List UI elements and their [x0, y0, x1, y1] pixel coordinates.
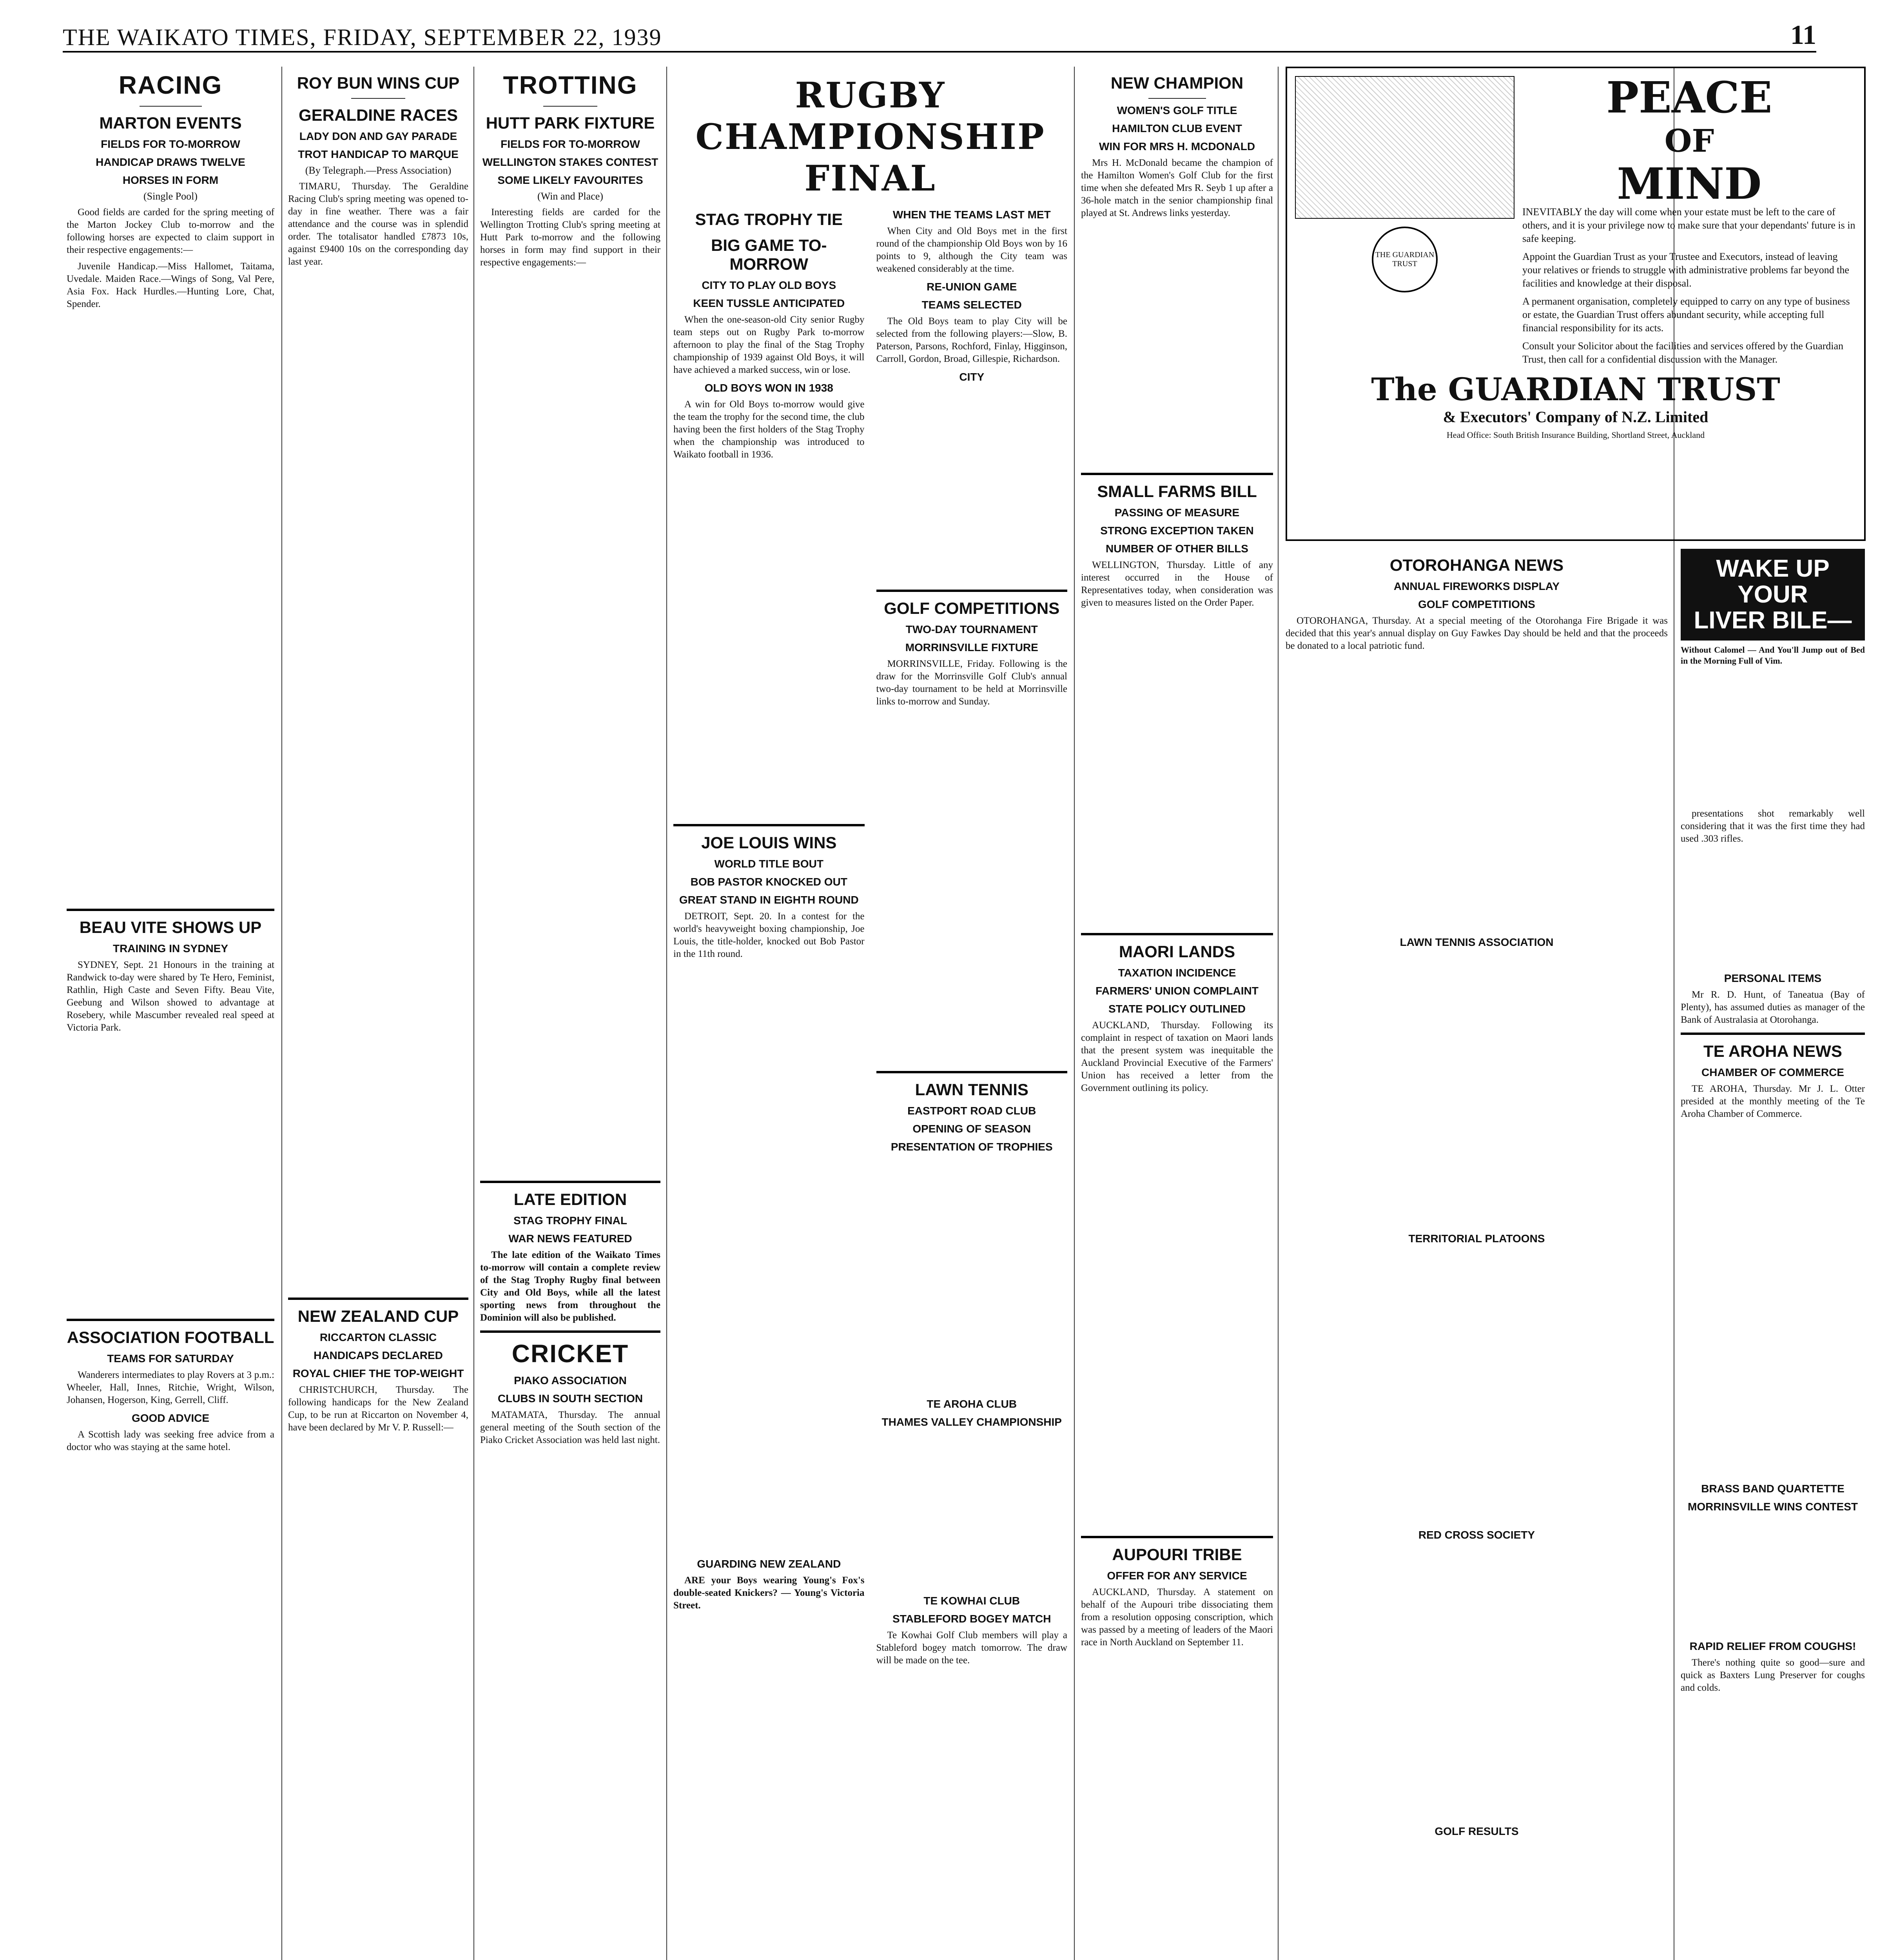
subhead-clubs: CLUBS IN SOUTH SECTION	[497, 1392, 643, 1405]
column-rule	[1278, 67, 1279, 1960]
article-text: AUCKLAND, Thursday. Following its complaint in respect of taxation on Maori lands that the present system was inequitable the Auckland Provincial Executive of the Farmers' Union has received a letter from the Government outlining its policy.	[1081, 1020, 1273, 1093]
subhead-brass-band: BRASS BAND QUARTETTE	[1701, 1483, 1845, 1495]
headline-trotting: TROTTING	[503, 71, 638, 99]
subhead-horses: HORSES IN FORM	[122, 174, 219, 186]
subhead-te-kowhai: TE KOWHAI CLUB	[923, 1595, 1020, 1607]
advert-text: Consult your Solicitor about the facilities and services offered by the Guardian Trust, then call for a confidential discussion with the Manager.	[1522, 340, 1844, 365]
article-text: A win for Old Boys to-morrow would give the team the trophy for the second time, the club having been the first holders of the Stag Trophy when the championship was introduced to Waikato football in 1936.	[673, 399, 865, 460]
subhead-fields: FIELDS FOR TO-MORROW	[101, 138, 240, 150]
subhead-lady-don: LADY DON AND GAY PARADE	[299, 130, 457, 142]
article-text: presentations shot remarkably well considering that it was the first time they had used .303 rifles.	[1681, 808, 1865, 844]
column-champion	[1081, 67, 1273, 1960]
article-text: CHRISTCHURCH, Thursday. The following handicaps for the New Zealand Cup, to be run at Riccarton on November 4, have been declared by Mr V. P. Russell:—	[288, 1385, 468, 1433]
headline-marton: MARTON EVENTS	[99, 114, 242, 132]
subhead-reunion: RE-UNION GAME	[927, 281, 1017, 293]
headline-racing: RACING	[118, 71, 223, 99]
article-text: TIMARU, Thursday. The Geraldine Racing Club's spring meeting was opened to-day in fine weather. There was a fair attendance and the course was in splendid order. The totalisator handled £7873 10s, against £9400 10s on the corresponding day last year.	[288, 181, 468, 267]
column-rule	[281, 67, 282, 1960]
headline-otorohanga: OTOROHANGA NEWS	[1389, 556, 1564, 574]
subhead-lawn-tennis: LAWN TENNIS ASSOCIATION	[1400, 936, 1554, 948]
subhead-hamilton: HAMILTON CLUB EVENT	[1112, 122, 1242, 134]
knickers-advert: ARE your Boys wearing Young's Fox's double-seated Knickers? — Young's Victoria Street.	[673, 1575, 865, 1611]
article-text: MORRINSVILLE, Friday. Following is the draw for the Morrinsville Golf Club's annual two-day tournament to be held at Morrinsville links to-morrow and Sunday.	[876, 659, 1067, 707]
advert-text: Appoint the Guardian Trust as your Trustee and Executors, instead of leaving your relatives or friends to struggle with administrative problems far beyond the facilities and knowledge at their disposal.	[1522, 251, 1849, 289]
article-text: The late edition of the Waikato Times to-morrow will contain a complete review of the Stag Trophy Rugby final between City and Old Boys, while all the latest sporting news from throughout the Dominion will also be published.	[480, 1250, 660, 1323]
subhead-opening: OPENING OF SEASON	[912, 1123, 1031, 1135]
guardian-name: The GUARDIAN TRUST	[1371, 371, 1780, 408]
subhead-golf: GOLF COMPETITIONS	[1418, 598, 1535, 610]
subhead-great-stand: GREAT STAND IN EIGHTH ROUND	[679, 894, 859, 906]
column-te-aroha	[1681, 549, 1865, 1960]
headline-association-football: ASSOCIATION FOOTBALL	[67, 1328, 274, 1347]
headline-stag-trophy: STAG TROPHY TIE	[695, 210, 843, 229]
subhead-guarding: GUARDING NEW ZEALAND	[697, 1558, 841, 1570]
column-racing	[67, 67, 274, 1960]
subhead-war-news: WAR NEWS FEATURED	[508, 1232, 632, 1245]
subhead-riccarton: RICCARTON CLASSIC	[319, 1331, 437, 1343]
subhead-city-team: CITY	[959, 371, 985, 383]
column-rule	[666, 67, 667, 1960]
headline-joe-louis: JOE LOUIS WINS	[701, 833, 837, 852]
column-trotting	[480, 67, 660, 1960]
advert-title-mind: MIND	[1617, 158, 1762, 209]
subhead-handicaps: HANDICAPS DECLARED	[314, 1349, 443, 1361]
subhead-rapid-relief: RAPID RELIEF FROM COUGHS!	[1689, 1640, 1856, 1652]
article-text: SYDNEY, Sept. 21 Honours in the training at Randwick to-day were shared by Te Hero, Feminist, Rathlin, High Caste and Seven Fifty. Beau Vite, Geebung and Wilson showed to advantage at Rosebery, while Mascumber revealed real speed at Victoria Park.	[67, 960, 274, 1033]
headline-maori-lands: MAORI LANDS	[1119, 942, 1235, 961]
headline-late-edition: LATE EDITION	[513, 1190, 627, 1209]
column-otorohanga	[1286, 549, 1668, 1960]
subhead-womens-golf: WOMEN'S GOLF TITLE	[1117, 104, 1237, 116]
subhead-teams: TEAMS FOR SATURDAY	[107, 1352, 234, 1365]
subhead-personal: PERSONAL ITEMS	[1724, 972, 1822, 984]
subhead-two-day: TWO-DAY TOURNAMENT	[905, 623, 1038, 635]
subhead-strong: STRONG EXCEPTION TAKEN	[1100, 524, 1254, 537]
subhead-favourites: SOME LIKELY FAVOURITES	[497, 174, 643, 186]
column-geraldine	[288, 67, 468, 1960]
masthead	[63, 16, 1816, 53]
race-fields-table	[67, 314, 274, 902]
advert-text: A permanent organisation, completely equipped to carry on any type of business or estate, the Guardian Trust offers abundant security, while accepting full financial responsibility for its acts.	[1522, 296, 1850, 334]
subhead-te-aroha-club: TE AROHA CLUB	[927, 1398, 1017, 1410]
subhead-stakes: WELLINGTON STAKES CONTEST	[482, 156, 658, 168]
article-text: Juvenile Handicap.—Miss Hallomet, Taitama, Uvedale. Maiden Race.—Wings of Song, Val Pere, Asia Fox. Hack Hurdles.—Hunting Lore, Chat, Spender.	[67, 261, 274, 309]
guardian-office: Head Office: South British Insurance Building, Shortland Street, Auckland	[1446, 430, 1705, 440]
article-text: There's nothing quite so good—sure and quick as Baxters Lung Preserver for coughs and colds.	[1681, 1657, 1865, 1693]
subhead-keen: KEEN TUSSLE ANTICIPATED	[693, 297, 845, 309]
subhead-fields: FIELDS FOR TO-MORROW	[501, 138, 640, 150]
subhead-thames-valley: THAMES VALLEY CHAMPIONSHIP	[881, 1416, 1062, 1428]
subhead-world-title: WORLD TITLE BOUT	[714, 858, 823, 870]
column-rule	[1074, 67, 1075, 1960]
article-text: Mr R. D. Hunt, of Taneatua (Bay of Plenty), has assumed duties as manager of the Bank of Australasia at Otorohanga.	[1681, 989, 1865, 1025]
article-text: OTOROHANGA, Thursday. At a special meeting of the Otorohanga Fire Brigade it was decided that this year's annual display on Guy Fawkes Day should be held and that the proceeds be donated to a local patriotic fund.	[1286, 615, 1668, 651]
advert-title-peace: PEACE	[1606, 72, 1772, 123]
article-text: Wanderers intermediates to play Rovers at 3 p.m.: Wheeler, Hall, Innes, Ritchie, Wright, Wilson, Johansen, Hogerson, King, Gerrell, Cliff.	[67, 1370, 274, 1405]
liver-advert-text: Without Calomel — And You'll Jump out of Bed in the Morning Full of Vim.	[1681, 645, 1865, 666]
subhead-eastport: EASTPORT ROAD CLUB	[907, 1105, 1036, 1117]
subhead-teams-selected: TEAMS SELECTED	[921, 299, 1022, 311]
subhead-trot: TROT HANDICAP TO MARQUE	[298, 148, 459, 160]
article-text: When City and Old Boys met in the first round of the championship Old Boys won by 16 points to 9, although the City team was weakened considerably at the time.	[876, 226, 1067, 274]
headline-te-aroha: TE AROHA NEWS	[1703, 1042, 1842, 1060]
subhead-golf-results: GOLF RESULTS	[1435, 1825, 1519, 1837]
advert-text: INEVITABLY the day will come when your estate must be left to the care of others, and it is your privilege now to make sure that your dependants' future is in safe keeping.	[1522, 206, 1855, 244]
liver-bile-advert	[1681, 549, 1865, 641]
subhead-mcdonald: WIN FOR MRS H. MCDONALD	[1099, 140, 1255, 152]
subhead-stag-final: STAG TROPHY FINAL	[513, 1214, 627, 1227]
liver-headline: WAKE UP YOUR	[1716, 555, 1830, 608]
subhead-good-advice: GOOD ADVICE	[131, 1412, 210, 1424]
article-text: Good fields are carded for the spring meeting of the Marton Jockey Club to-morrow and the following horses are expected to claim support in their respective engagements:—	[67, 207, 274, 255]
column-rule	[473, 67, 474, 1960]
column-rugby	[673, 67, 1067, 1960]
subhead-morrinsville: MORRINSVILLE WINS CONTEST	[1688, 1501, 1858, 1513]
guardian-trust-advert	[1286, 67, 1866, 541]
article-text: Te Kowhai Golf Club members will play a Stableford bogey match tomorrow. The draw will be made on the tee.	[876, 1630, 1067, 1666]
headline-lawn-tennis: LAWN TENNIS	[915, 1080, 1028, 1099]
subhead-territorial: TERRITORIAL PLATOONS	[1408, 1232, 1545, 1245]
headline-rugby-final: RUGBY CHAMPIONSHIP FINAL	[695, 74, 1045, 199]
headline-beau-vite: BEAU VITE SHOWS UP	[79, 918, 262, 936]
article-text: Interesting fields are carded for the Wellington Trotting Club's spring meeting at Hutt Park to-morrow and the following horses in form may find support in their respective engagements:—	[480, 207, 660, 268]
article-text: WELLINGTON, Thursday. Little of any interest occurred in the House of Representatives today, when consideration was given to measures listed on the Order Paper.	[1081, 560, 1273, 608]
folio-line: THE WAIKATO TIMES, FRIDAY, SEPTEMBER 22, 1939	[63, 24, 662, 50]
page-number: 11	[1790, 20, 1816, 50]
subhead-presentation: PRESENTATION OF TROPHIES	[891, 1141, 1053, 1153]
article-text: MATAMATA, Thursday. The annual general meeting of the South section of the Piako Cricket Association was held last night.	[480, 1410, 660, 1445]
article-text: AUCKLAND, Thursday. A statement on behalf of the Aupouri tribe dissociating them from a resolution opposing conscription, which was passed by a meeting of leaders of the Maori race in North Auckland on September 11.	[1081, 1587, 1273, 1648]
article-text: TE AROHA, Thursday. Mr J. L. Otter presided at the monthly meeting of the Te Aroha Chamber of Commerce.	[1681, 1083, 1865, 1119]
byline: (By Telegraph.—Press Association)	[305, 165, 452, 176]
book-illustration	[1295, 76, 1514, 219]
subhead-chamber: CHAMBER OF COMMERCE	[1701, 1066, 1844, 1078]
subhead-city: CITY TO PLAY OLD BOYS	[702, 279, 836, 291]
guardian-trust-badge: THE GUARDIAN TRUST	[1372, 227, 1438, 292]
subhead-training: TRAINING IN SYDNEY	[112, 942, 229, 955]
subhead-pool: (Single Pool)	[143, 191, 198, 202]
subhead-red-cross: RED CROSS SOCIETY	[1418, 1529, 1535, 1541]
headline-hutt-park: HUTT PARK FIXTURE	[486, 114, 655, 132]
article-text: The Old Boys team to play City will be selected from the following players:—Slow, B. Paterson, Parsons, Rochford, Finlay, Higginson, Carroll, Gordon, Broad, Gillespie, Richardson.	[876, 316, 1067, 364]
subhead-farmers: FARMERS' UNION COMPLAINT	[1095, 985, 1259, 997]
headline-roy-bun: ROY BUN WINS CUP	[297, 74, 460, 92]
headline-golf: GOLF COMPETITIONS	[884, 599, 1060, 617]
subhead-royal-chief: ROYAL CHIEF THE TOP-WEIGHT	[292, 1367, 464, 1379]
headline-cricket: CRICKET	[511, 1339, 629, 1368]
subhead-handicap: HANDICAP DRAWS TWELVE	[96, 156, 245, 168]
advert-title-of: OF	[1664, 122, 1714, 159]
subhead-win-place: (Win and Place)	[537, 191, 603, 202]
subhead-fireworks: ANNUAL FIREWORKS DISPLAY	[1393, 580, 1560, 592]
headline-nz-cup: NEW ZEALAND CUP	[297, 1307, 459, 1325]
liver-headline: LIVER BILE—	[1694, 607, 1852, 634]
headline-new-champion: NEW CHAMPION	[1110, 74, 1244, 92]
headline-aupouri: AUPOURI TRIBE	[1112, 1545, 1242, 1564]
article-text: When the one-season-old City senior Rugby team steps out on Rugby Park to-morrow afternoon to play the final of the Stag Trophy championship of 1939 against Old Boys, it will have achieved a marked success, win or lose.	[673, 314, 865, 375]
subhead-number: NUMBER OF OTHER BILLS	[1106, 543, 1248, 555]
article-text: Mrs H. McDonald became the champion of the Hamilton Women's Golf Club for the first time when she defeated Mrs R. Seyb 1 up after a 36-hole match in the senior championship final played at St. Andrews links yesterday.	[1081, 158, 1273, 218]
subhead-old-boys: OLD BOYS WON IN 1938	[704, 382, 833, 394]
subhead-pastor: BOB PASTOR KNOCKED OUT	[690, 876, 847, 888]
subhead-state-policy: STATE POLICY OUTLINED	[1108, 1003, 1246, 1015]
article-text: DETROIT, Sept. 20. In a contest for the world's heavyweight boxing championship, Joe Louis, the title-holder, knocked out Bob Pastor in the 11th round.	[673, 911, 865, 959]
subhead-last-met: WHEN THE TEAMS LAST MET	[892, 209, 1051, 221]
guardian-subname: & Executors' Company of N.Z. Limited	[1443, 408, 1709, 426]
subhead-taxation: TAXATION INCIDENCE	[1118, 967, 1236, 979]
headline-small-farms: SMALL FARMS BILL	[1097, 482, 1257, 501]
subhead-piako: PIAKO ASSOCIATION	[514, 1374, 627, 1387]
headline-big-game: BIG GAME TO-MORROW	[711, 236, 827, 273]
subhead-morrinsville: MORRINSVILLE FIXTURE	[905, 641, 1038, 653]
headline-geraldine: GERALDINE RACES	[298, 106, 458, 124]
subhead-offer: OFFER FOR ANY SERVICE	[1107, 1570, 1247, 1582]
subhead-stableford: STABLEFORD BOGEY MATCH	[892, 1613, 1051, 1625]
subhead-passing: PASSING OF MEASURE	[1114, 506, 1240, 519]
article-text: A Scottish lady was seeking free advice from a doctor who was staying at the same hotel.	[67, 1429, 274, 1452]
